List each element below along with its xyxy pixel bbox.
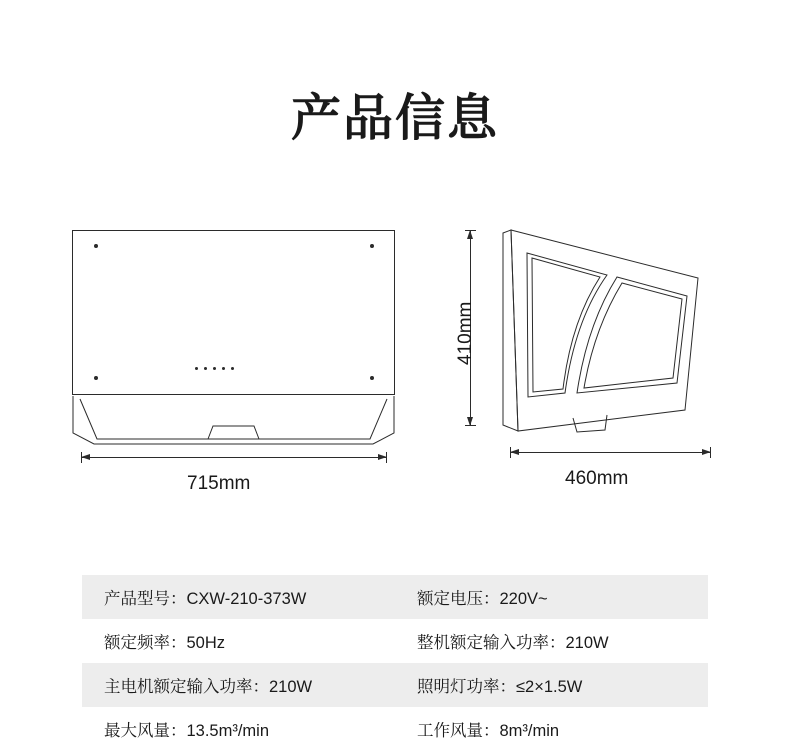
spec-cell-model — [82, 575, 395, 619]
spec-cell-voltage — [395, 575, 708, 619]
spec-cell-lamp-power — [395, 663, 708, 707]
spec-value: CXW-210-373W — [186, 590, 307, 608]
screw-icon — [370, 376, 374, 380]
side-view-drawing — [455, 225, 725, 489]
spec-cell-motor-power — [82, 663, 395, 707]
hood-side-outline — [455, 225, 725, 450]
spec-label: 最大风量： — [104, 722, 187, 740]
spec-value: 50Hz — [186, 634, 226, 652]
arrow-left-icon — [510, 449, 519, 455]
spec-label: 额定频率： — [104, 634, 187, 652]
spec-label: 主电机额定输入功率： — [104, 678, 269, 696]
spec-label: 额定电压： — [417, 590, 500, 608]
specifications-table — [82, 575, 708, 751]
table-row — [82, 663, 708, 707]
led-icon — [231, 367, 234, 370]
control-lights — [195, 367, 234, 370]
spec-label: 整机额定输入功率： — [417, 634, 566, 652]
led-icon — [195, 367, 198, 370]
spec-label: 产品型号： — [104, 590, 187, 608]
spec-cell-frequency — [82, 619, 395, 663]
side-height-label: 410mm — [455, 301, 476, 365]
arrow-right-icon — [378, 454, 387, 460]
led-icon — [204, 367, 207, 370]
spec-value: 220V~ — [499, 590, 548, 608]
front-width-label: 715mm — [187, 473, 251, 494]
spec-value: ≤2×1.5W — [516, 678, 583, 696]
screw-icon — [94, 376, 98, 380]
arrow-up-icon — [467, 230, 473, 239]
screw-icon — [370, 244, 374, 248]
spec-label: 工作风量： — [417, 722, 500, 740]
led-icon — [222, 367, 225, 370]
table-row — [82, 619, 708, 663]
dim-line-width — [81, 457, 387, 458]
spec-value: 13.5m³/min — [186, 722, 270, 740]
screw-icon — [94, 244, 98, 248]
dim-line-depth — [510, 452, 711, 453]
spec-cell-work-airflow — [395, 707, 708, 751]
product-drawings — [0, 225, 790, 515]
hood-front-body — [72, 230, 395, 395]
side-depth-label: 460mm — [565, 468, 629, 489]
led-icon — [213, 367, 216, 370]
page-title: 产品信息 — [291, 90, 499, 146]
spec-value: 210W — [565, 634, 609, 652]
hood-front-bottom-shape — [72, 395, 397, 450]
arrow-down-icon — [467, 417, 473, 426]
front-view-drawing — [72, 230, 397, 494]
spec-value: 210W — [269, 678, 313, 696]
spec-label: 照明灯功率： — [417, 678, 516, 696]
arrow-left-icon — [81, 454, 90, 460]
arrow-right-icon — [702, 449, 711, 455]
table-row — [82, 707, 708, 751]
table-row — [82, 575, 708, 619]
spec-value: 8m³/min — [499, 722, 560, 740]
spec-cell-max-airflow — [82, 707, 395, 751]
spec-cell-total-power — [395, 619, 708, 663]
